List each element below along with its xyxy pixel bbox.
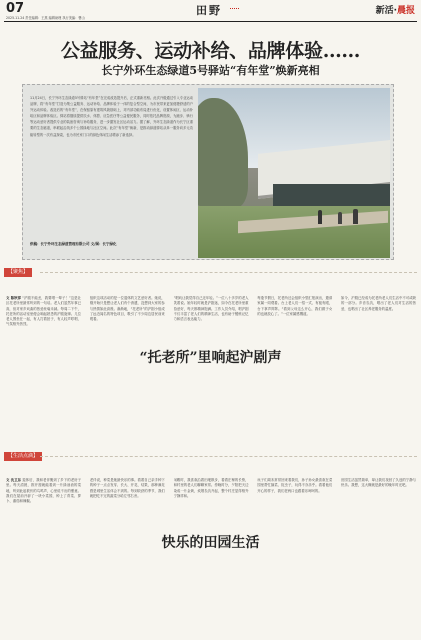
article2-headline: “托老所”里响起沪剧声: [139, 350, 282, 366]
article2-col-2: [90, 296, 165, 442]
decorative-dots: [230, 8, 239, 11]
article2-byline: 文 陈秋萍: [6, 296, 22, 300]
masthead: [0, 0, 421, 20]
article1-credit: 供稿：长宁外环生态绿道管理有限公司 文/图：长宁绿化: [30, 242, 117, 246]
article2-text-5: 如今，沪剧已经成为托老所老人们生活中不可或缺的一部分。乡音袅袅，唱出了老人们对生活的热爱，也唱出了社区养老服务的温度。: [341, 296, 416, 311]
dateline: 2025.11.24 责任编辑：王燕 编辑助理 执行美编：曹山: [6, 16, 85, 20]
article1-body: 11月24日，长宁外环生态绿道5号驿站“有年堂”在完成改造提升后，正式重新亮相。此次升级通过引入专业运动品牌，将“有年堂”打造为集公益服务、运动补给、品牌体验于一体的复合型空间，为市民带来更加便捷舒适的户外运动体验。改造后的“有年堂”，在保留原有建筑风貌基础上，对内部功能布局进行优化，设置休闲区、运动补给区和品牌体验区。驿站将继续提供饮水、休憩、应急医疗等公益便民服务，同时依托品牌资源，为跑步、骑行等运动爱好者提供专业的装备咨询与补给服务，进一步激发社区运动活力。据了解，外环生态绿道作为长宁区重要的生态廊道，串联起沿线多个公园绿地与社区空间。此次“有年堂”焕新，是推动绿道驿站从单一服务向多元功能转型的一次有益探索，也为市民家门口的绿色休闲生活增添了新选择。: [30, 96, 193, 137]
photo-person: [338, 212, 342, 224]
article2-col-3: [174, 296, 249, 442]
article3-columns: [6, 478, 416, 636]
article2-text-4: 每逢节假日，托老所还会组织小型汇报演出，邀请家属一同观看。台上老人们一招一式、有板有眼，台下掌声阵阵。“看到父母这么开心，我们做子女的也就放心了。”一位家属感慨道。: [257, 296, 333, 316]
article3-col-3: [174, 478, 249, 636]
section-tag-life: 【生活点滴】: [4, 452, 42, 461]
article1-subheadline: 长宁外环生态绿道5号驿站“有年堂”焕新亮相: [101, 64, 320, 77]
article3-col-4: [257, 478, 332, 636]
article3-text-4: 孩子们周末常常回来看我们，孙子孙女最喜欢在菜园里帮忙摘菜、捉虫子，玩得不亦乐乎。看着他们开心的样子，我们老两口也跟着乐呵呵的。: [257, 478, 333, 493]
article3-text-3: 闲暇时，我喜欢沿着田埂散步，看看庄稼的长势，和村里的老人们聊聊家常。傍晚时分，夕阳把天边染成一片金黄，炊烟袅袅升起，整个村庄显得格外宁静祥和。: [173, 478, 249, 498]
article3-col-5: [341, 478, 416, 636]
page-number: 07: [6, 1, 25, 16]
section-tag-focus: 【聚焦】: [4, 268, 32, 277]
photo-person: [318, 210, 322, 224]
brand-right: 晨报: [396, 6, 415, 16]
article2-col-4: [257, 296, 332, 442]
article3-col-2: [90, 478, 165, 636]
header-rule: [4, 21, 417, 22]
section-divider: [40, 272, 417, 273]
article2-columns: [6, 296, 416, 442]
photo-person: [353, 209, 358, 224]
section-title: 田野: [196, 4, 222, 17]
article2-col-5: [341, 296, 416, 442]
article2-col-1: [6, 296, 81, 442]
photo-glass-wall: [273, 184, 390, 206]
article2-text-3: “唱戏让我觉得自己还年轻。”一位八十多岁的老人笑着说。她年轻时就是沪剧迷，如今在托老所里重拾爱好，每天都精神饱满。工作人员介绍，唱沪剧不仅丰富了老人们的精神生活，也有助于锻炼记忆力和语言表达能力。: [173, 296, 249, 322]
article3-col-1: [6, 478, 81, 636]
article3-text-1: 退休后，我和老伴搬到了乡下的老房子里。每天清晨，推开窗就能看到一片绿油油的菜地，听到此起彼伏的鸟鸣声，心里说不出的惬意。我们在屋前开辟了一块小菜园，种上了青菜、萝卜、番茄和辣椒。: [6, 478, 81, 504]
article3-headline: 快乐的田园生活: [161, 535, 260, 551]
brand-logo: [376, 3, 415, 16]
article3-byline: 文 沈卫东: [6, 478, 22, 482]
article1-box: [22, 84, 394, 260]
article1-headline: 公益服务、运动补给、品牌体验……: [60, 40, 361, 62]
brand-left: 新活·: [375, 6, 397, 16]
article3-text-2: 老伴说，种菜是她最快乐的事。看着自己亲手种下的种子一点点发芽、长大、开花、结果，那种满足感是城里生活体会不到的。每到收获的季节，我们就把吃不完的蔬菜分给左邻右舍。: [89, 478, 165, 498]
article3-text-5: 田园生活虽然简单，却让我们找回了久违的宁静与快乐。我想，这大概就是最好的晚年时光吧。: [341, 478, 416, 488]
article2-text-2: 组织这项活动的是一位退休的文艺爱好者。她说，刚开始只是想让老人们有个消遣，没想到大家的参与热情如此高涨。渐渐地，“托老所”的沪剧小组成了远近闻名的特色项目，吸引了不少周边居民前来观看。: [89, 296, 165, 322]
article2-text-1: “沪剧不能丢，我要唱一辈子！”这是社区托老所里最常听到的一句话。老人们虽然年事已高，但对家乡戏曲的热爱丝毫未减。每周二下午，托老所的活动室里便会响起熟悉的沪剧旋律。几位老人围坐在一起，有人打着拍子，有人轻声哼唱，气氛格外热烈。: [6, 296, 81, 327]
section-divider: [40, 456, 417, 457]
station-photo: [198, 88, 390, 258]
